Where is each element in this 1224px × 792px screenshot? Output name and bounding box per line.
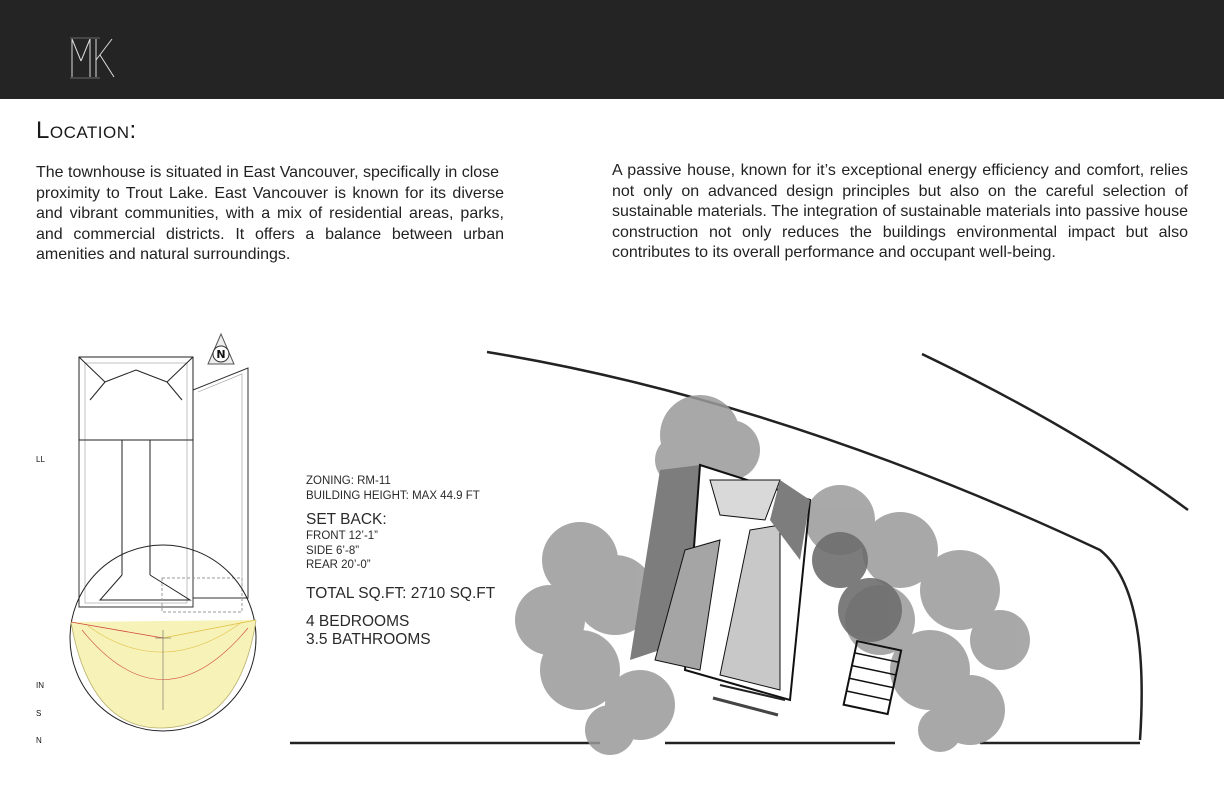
building-height-text: BUILDING HEIGHT: MAX 44.9 FT — [306, 489, 480, 502]
bedrooms: 4 BEDROOMS — [306, 612, 410, 630]
location-paragraph — [36, 163, 504, 266]
section-title: Location: — [36, 117, 137, 144]
setback-rear: REAR 20’-0” — [306, 559, 371, 571]
passive-house-paragraph: A passive house, known for it’s exceptional energy efficiency and comfort, relies not only on advanced design principles but also on the careful selection of sustainable materials. The integration of sustainable materials into passive house construction not only reduces the buildings environmental impact but also contributes to its overall performance and occupant well-being. — [612, 162, 1188, 261]
edge-label-3: S — [36, 709, 42, 718]
setback-side: SIDE 6’-8” — [306, 544, 360, 557]
setback-front: FRONT 12’-1” — [306, 530, 378, 542]
mk-monogram-logo — [64, 36, 116, 80]
site-sketch-illustration — [280, 340, 1200, 760]
bathrooms: 3.5 BATHROOMS — [306, 630, 431, 648]
header-bar — [0, 0, 1224, 99]
north-label: N — [216, 348, 226, 361]
svg-text:MK: MK — [64, 36, 66, 37]
zoning-text: ZONING: RM-11 — [306, 475, 391, 487]
edge-label-1: LL — [36, 455, 45, 464]
location-paragraph-line-1: The townhouse is situated in East Vancouver, specifically in close — [36, 164, 500, 181]
edge-label-4: N — [36, 736, 42, 745]
total-sqft: TOTAL SQ.FT: 2710 SQ.FT — [306, 584, 496, 602]
site-plan-sun-path-diagram — [30, 330, 270, 750]
setback-title: SET BACK: — [306, 511, 387, 528]
edge-label-2: IN — [36, 681, 44, 690]
location-paragraph-line-2: proximity to Trout Lake. East Vancouver is known for its diverse and vibrant communities, with a mix of residential areas, parks, and commercial districts. It offers a balance between urban amenities and natural surroundings. — [36, 184, 504, 263]
